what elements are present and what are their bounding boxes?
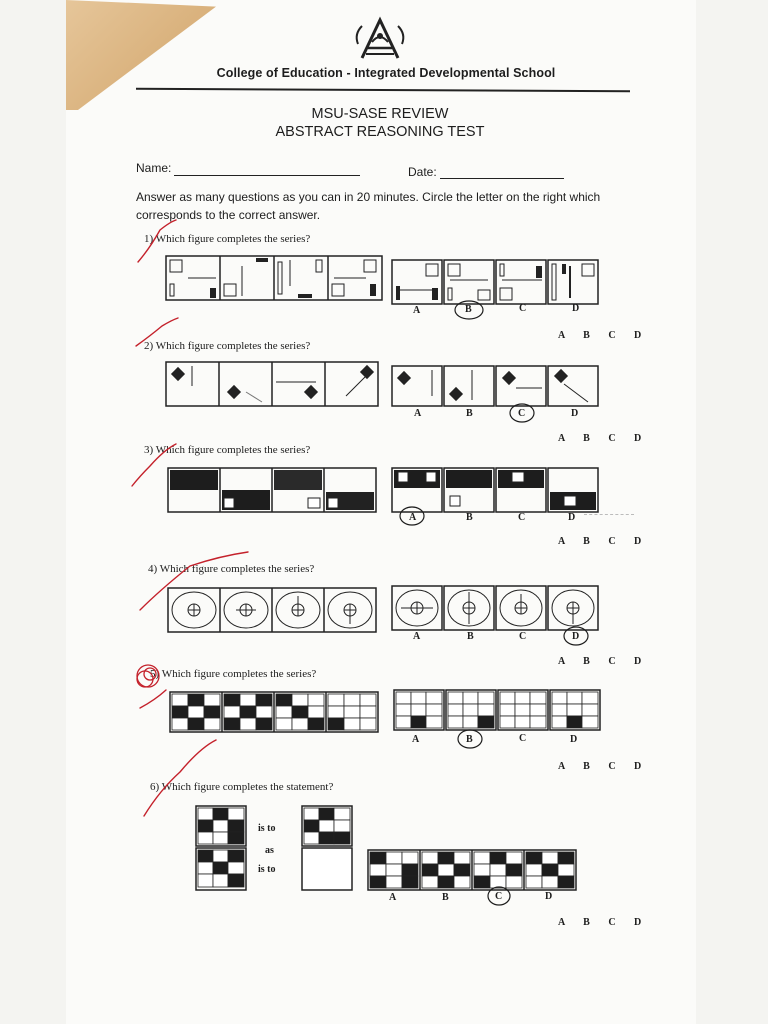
- test-title-line1: MSU-SASE REVIEW: [311, 106, 449, 122]
- question-6-prompt: 6) Which figure completes the statement?: [150, 781, 334, 793]
- q1-option-a[interactable]: A: [413, 305, 421, 316]
- question-4-options: [392, 586, 604, 630]
- q3-option-b[interactable]: B: [466, 512, 473, 523]
- date-label: Date:: [408, 165, 437, 179]
- q1-option-c[interactable]: C: [519, 303, 527, 314]
- question-5-series: [170, 692, 378, 732]
- question-3-prompt: 3) Which figure completes the series?: [144, 444, 311, 456]
- question-2-series: [166, 362, 378, 406]
- q1-option-d[interactable]: D: [572, 303, 580, 314]
- scan-dash: [584, 514, 634, 515]
- question-1-prompt: 1) Which figure completes the series?: [144, 233, 311, 245]
- question-2-options: [392, 366, 604, 406]
- q4-option-d[interactable]: D: [572, 631, 580, 642]
- q3-option-a[interactable]: A: [409, 512, 417, 523]
- q3-answer-choices[interactable]: A B C D: [558, 536, 650, 547]
- q5-answer-choices[interactable]: A B C D: [558, 761, 650, 772]
- q5-option-d[interactable]: D: [570, 734, 578, 745]
- name-label: Name:: [136, 161, 172, 175]
- q2-option-b[interactable]: B: [466, 408, 473, 419]
- q6-option-b[interactable]: B: [442, 892, 449, 903]
- q3-option-c[interactable]: C: [518, 512, 526, 523]
- q2-option-a[interactable]: A: [414, 408, 422, 419]
- question-3-options: [392, 468, 604, 512]
- instructions: Answer as many questions as you can in 20 minutes. Circle the letter on the right which corresponds to the correct answer.: [136, 190, 601, 222]
- q6-analogy-figure-3: [196, 848, 246, 890]
- date-field[interactable]: [440, 178, 564, 179]
- q1-answer-choices[interactable]: A B C D: [558, 330, 650, 341]
- q6-option-a[interactable]: A: [389, 892, 397, 903]
- q5-option-c[interactable]: C: [519, 733, 527, 744]
- q4-answer-choices[interactable]: A B C D: [558, 656, 650, 667]
- question-1-options: [392, 260, 600, 304]
- q6-analogy-figure-1: [196, 806, 246, 846]
- q6-blank-figure: [302, 848, 352, 890]
- school-name: College of Education - Integrated Developmental School: [216, 66, 556, 80]
- q4-option-b[interactable]: B: [467, 631, 474, 642]
- question-3-series: [168, 468, 376, 512]
- question-1-series: [166, 256, 382, 300]
- q4-option-a[interactable]: A: [413, 631, 421, 642]
- question-4-series: [168, 588, 376, 632]
- q1-option-b[interactable]: B: [465, 304, 472, 315]
- question-6-options: [368, 850, 576, 890]
- question-4-prompt: 4) Which figure completes the series?: [148, 563, 315, 575]
- q3-option-d[interactable]: D: [568, 512, 576, 523]
- test-title-line2: ABSTRACT REASONING TEST: [275, 124, 485, 140]
- q2-option-d[interactable]: D: [571, 408, 579, 419]
- q6-option-d[interactable]: D: [545, 891, 553, 902]
- q6-is-to-1: is to: [258, 823, 276, 834]
- school-logo: [352, 14, 408, 62]
- q6-as: as: [265, 845, 274, 856]
- q6-option-c[interactable]: C: [495, 891, 503, 902]
- name-field[interactable]: [174, 175, 360, 176]
- q4-option-c[interactable]: C: [519, 631, 527, 642]
- q2-option-c[interactable]: C: [518, 408, 526, 419]
- question-2-prompt: 2) Which figure completes the series?: [144, 340, 311, 352]
- q2-answer-choices[interactable]: A B C D: [558, 433, 650, 444]
- q6-analogy-figure-2: [302, 806, 352, 846]
- q5-option-a[interactable]: A: [412, 734, 420, 745]
- question-5-options: [394, 690, 604, 730]
- question-5-prompt: 5) Which figure completes the series?: [150, 668, 317, 680]
- q6-answer-choices[interactable]: A B C D: [558, 917, 650, 928]
- q6-is-to-2: is to: [258, 864, 276, 875]
- q5-option-b[interactable]: B: [466, 734, 473, 745]
